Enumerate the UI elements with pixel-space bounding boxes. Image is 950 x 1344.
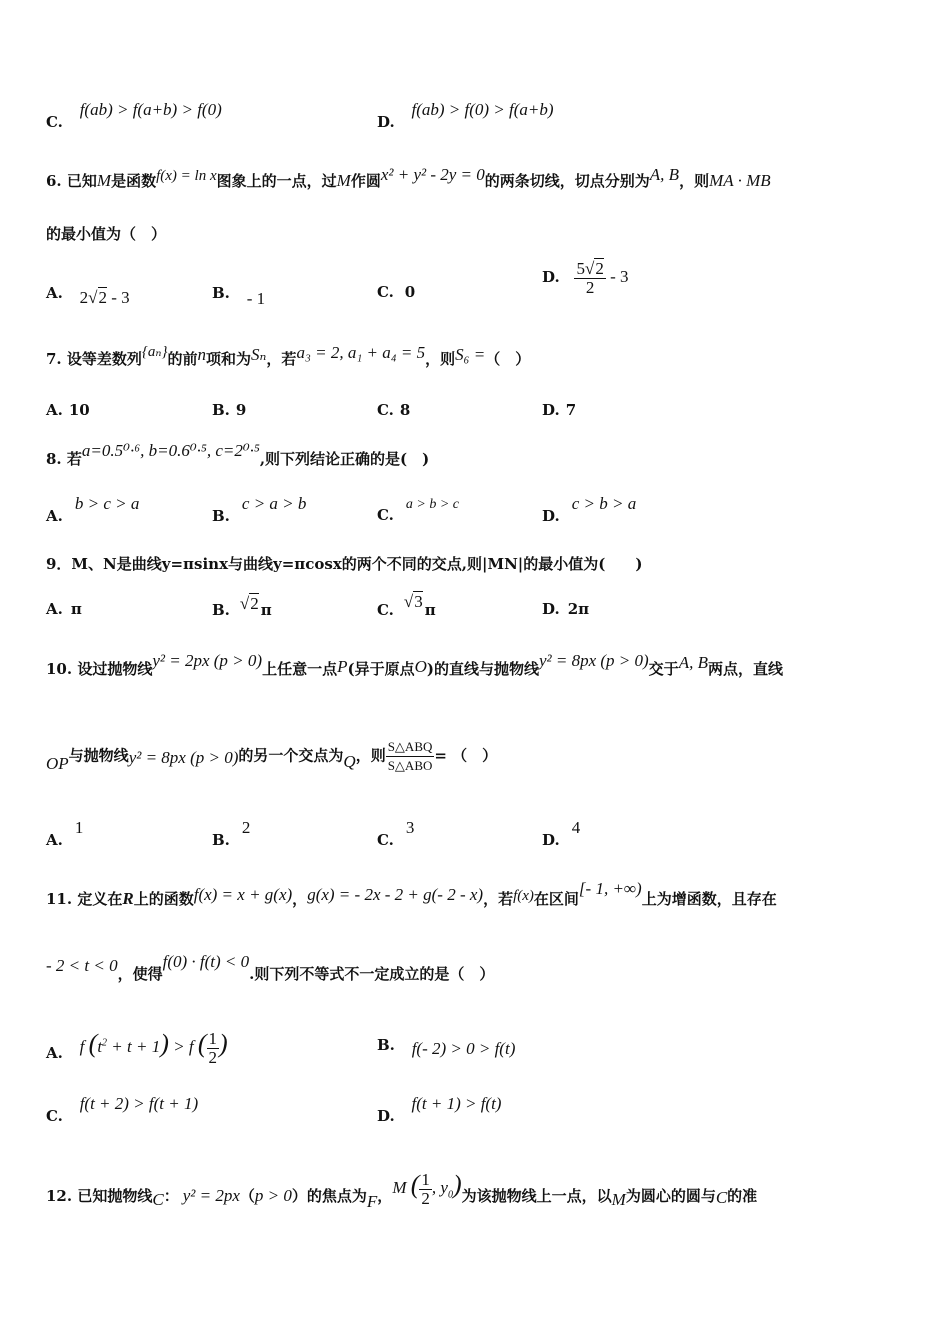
text: 的两条切线，切点分别为: [484, 172, 650, 190]
text: ，则: [355, 746, 386, 765]
option-value: c > b > a: [571, 494, 637, 513]
q7-option-c: [377, 401, 410, 419]
option-value: f(ab) > f(0) > f(a+b): [411, 100, 554, 119]
text: ，则: [425, 350, 456, 368]
q11-option-c: [46, 1094, 199, 1126]
text: 交于: [648, 660, 679, 678]
option-value: 7: [565, 401, 577, 419]
ratio-denominator: S△ABO: [387, 758, 433, 773]
q7-option-a: [46, 401, 90, 419]
text: 图象上的一点，过: [216, 172, 337, 190]
area-ratio: [386, 738, 435, 775]
math: y² = 2px: [182, 1186, 240, 1205]
option-value: 10: [68, 401, 90, 419]
option-label: D.: [542, 268, 560, 287]
math: C: [152, 1190, 164, 1209]
text: = （ ）: [434, 746, 498, 765]
text: ，: [377, 1187, 393, 1205]
option-value: 2π: [567, 600, 590, 618]
option-value: 0: [404, 283, 416, 301]
question-8-line-1: [46, 441, 430, 469]
option-value: $\frac{5√2}{2}$ - 3: [576, 259, 629, 297]
option-value: 1: [74, 818, 84, 837]
q10-option-c: [377, 818, 415, 850]
q10-option-a: [46, 818, 84, 850]
text: 作圆: [350, 172, 381, 190]
option-label: C.: [377, 831, 394, 849]
text: 的另一个交点为: [238, 746, 344, 765]
math: f(x) = ln x: [156, 168, 217, 184]
math: p > 0: [254, 1186, 292, 1205]
math: C: [715, 1188, 728, 1207]
math: y² = 2px (p > 0): [152, 651, 263, 670]
math: x² + y² - 2y = 0: [380, 165, 485, 184]
question-7-line-1: [46, 343, 531, 369]
option-label: D.: [542, 831, 560, 849]
q5-option-d: [377, 100, 554, 132]
question-number: 11.: [46, 890, 73, 908]
math: A, B: [678, 653, 708, 672]
math: y² = 8px (p > 0): [538, 651, 649, 670]
math: A, B: [649, 165, 680, 184]
text: 与抛物线: [68, 746, 129, 765]
option-label: B.: [212, 284, 230, 302]
question-number: 7.: [46, 350, 62, 368]
text: 为圆心的圆与: [625, 1187, 716, 1205]
option-value: 8: [399, 401, 411, 419]
math: F: [366, 1192, 378, 1211]
q10-option-d: [542, 818, 581, 850]
option-label: A.: [46, 600, 63, 618]
q7-option-d: [542, 401, 576, 419]
question-11-line-1: [46, 879, 777, 909]
math: Q: [343, 751, 356, 771]
option-label: B.: [212, 601, 230, 619]
q6-option-d: [542, 260, 629, 297]
question-number: 6.: [46, 172, 62, 190]
option-label: D.: [542, 507, 560, 525]
text: 是函数: [111, 172, 157, 190]
option-value: √3: [403, 592, 423, 611]
ratio-numerator: S△ABQ: [386, 738, 435, 757]
option-label: C.: [377, 401, 394, 419]
text: 上的函数: [133, 890, 194, 908]
text: （ ）: [485, 350, 531, 368]
math: OP: [46, 753, 69, 773]
math: [- 1, +∞): [578, 879, 642, 898]
text: 已知: [66, 172, 97, 190]
q6-option-a: [46, 283, 130, 307]
text: ，则: [679, 172, 710, 190]
question-12-line-1: [46, 1169, 758, 1216]
math: Sₙ: [251, 345, 267, 364]
math: f(x): [513, 888, 534, 904]
option-value: √2: [239, 594, 259, 613]
option-value: - 1: [246, 289, 266, 308]
text: 为该抛物线上一点，以: [461, 1187, 612, 1205]
option-label: C.: [377, 601, 394, 619]
text: 定义在: [77, 890, 123, 908]
text: 的准: [727, 1187, 758, 1205]
option-label: B.: [212, 507, 230, 525]
q11-option-b: [377, 1035, 516, 1058]
text: （: [239, 1187, 255, 1205]
math: y² = 8px (p > 0): [128, 747, 239, 767]
math: a=0.5⁰·⁶, b=0.6⁰·⁵, c=2⁰·⁵: [81, 441, 260, 460]
option-value: f(t + 2) > f(t + 1): [79, 1094, 199, 1113]
math: n: [197, 345, 207, 364]
math: a₃ = 2, a₁ + a₄ = 5: [296, 343, 426, 362]
option-value: f(ab) > f(a+b) > f(0): [79, 100, 222, 119]
question-9-line-1: 9．M、N是曲线y=πsinx与曲线y=πcosx的两个不同的交点,则|MN|的最小值为( ): [46, 555, 643, 573]
text: 两点，直线: [707, 660, 783, 678]
option-label: C.: [46, 1107, 63, 1125]
question-6-line-2: 的最小值为（ ）: [46, 225, 167, 243]
option-label: A.: [46, 284, 63, 302]
text: 上为增函数，且存在: [641, 890, 777, 908]
question-10-line-2: [46, 738, 497, 775]
option-label: D.: [377, 1107, 395, 1125]
text: 设等差数列: [66, 350, 142, 368]
option-label: C.: [377, 283, 394, 301]
text: .则下列不等式不一定成立的是（ ）: [249, 965, 495, 983]
option-label: D.: [542, 401, 560, 419]
option-value: 4: [571, 818, 581, 837]
question-10-line-1: [46, 651, 783, 679]
math: f(0) · f(t) < 0: [162, 952, 250, 971]
question-6-line-1: [46, 165, 771, 191]
text: 的前: [167, 350, 198, 368]
math: R: [122, 889, 134, 908]
option-value: a > b > c: [405, 497, 460, 512]
math: P: [337, 657, 348, 676]
text: 项和为: [206, 350, 252, 368]
math: O: [414, 657, 427, 676]
math: g(x) = - 2x - 2 + g(- 2 - x): [307, 885, 484, 904]
text: 若: [66, 450, 82, 468]
question-number: 12.: [46, 1187, 73, 1205]
text: 已知抛物线: [77, 1187, 153, 1205]
option-label: A.: [46, 507, 63, 525]
math: {aₙ}: [141, 344, 168, 360]
text: ）的焦点为: [291, 1187, 367, 1205]
option-label: A.: [46, 831, 63, 849]
option-label: D.: [542, 600, 560, 618]
math: MA · MB: [709, 171, 771, 190]
q9-option-d: [542, 600, 589, 618]
math: S₆ =: [455, 345, 486, 364]
text: 设过抛物线: [77, 660, 153, 678]
text: 上任意一点: [262, 660, 338, 678]
q6-option-c: [377, 283, 415, 301]
math: M ( $\frac{1}{2}$ , $y_0$): [392, 1169, 462, 1208]
text: ：: [163, 1187, 179, 1205]
option-value: f(- 2) > 0 > f(t): [411, 1039, 516, 1058]
option-value: f $(t^2 + t + 1) > f$ ( $\frac{1}{2}$ ): [79, 1028, 228, 1067]
q9-option-a: [46, 600, 82, 618]
option-value: π: [70, 600, 82, 618]
option-label: A.: [46, 401, 63, 419]
option-value: b > c > a: [74, 494, 140, 513]
text: (异于原点: [347, 660, 415, 678]
option-label: B.: [212, 401, 230, 419]
q8-option-a: [46, 494, 140, 526]
option-value: 2: [241, 818, 251, 837]
text: ，使得: [117, 965, 163, 983]
q8-option-c: [377, 497, 460, 525]
option-label: C.: [377, 506, 394, 524]
option-label: B.: [377, 1036, 395, 1054]
q6-option-b: [212, 283, 266, 308]
q11-option-d: [377, 1094, 502, 1126]
text: 在区间: [533, 890, 579, 908]
q8-option-b: [212, 494, 307, 526]
option-value: 9: [235, 401, 247, 419]
option-value: 2√2 - 3: [79, 288, 130, 307]
math: - 2 < t < 0: [46, 956, 118, 975]
option-value: f(t + 1) > f(t): [411, 1094, 502, 1113]
text: ，若: [483, 890, 514, 908]
math: M: [336, 171, 351, 190]
text: ,则下列结论正确的是( ): [259, 450, 430, 468]
text: ，: [292, 890, 308, 908]
question-11-line-2: [46, 952, 495, 984]
q11-option-a: [46, 1028, 228, 1073]
text: )的直线与抛物线: [426, 660, 539, 678]
option-label: D.: [377, 113, 395, 131]
q10-option-b: [212, 818, 251, 850]
q8-option-d: [542, 494, 637, 526]
q5-option-c: [46, 100, 222, 132]
option-label: A.: [46, 1044, 63, 1062]
option-value: 3: [405, 818, 415, 837]
math: M: [96, 171, 112, 190]
question-number: 8.: [46, 450, 62, 468]
question-number: 10.: [46, 660, 73, 678]
q9-option-b: B. √2 π: [212, 594, 272, 619]
math: f(x) = x + g(x): [193, 885, 293, 904]
option-label: B.: [212, 831, 230, 849]
text: ，若: [266, 350, 297, 368]
option-label: C.: [46, 113, 63, 131]
q9-option-c: C. √3 π: [377, 592, 436, 619]
q7-option-b: [212, 401, 246, 419]
math: M: [611, 1190, 626, 1209]
option-value: c > a > b: [241, 494, 307, 513]
